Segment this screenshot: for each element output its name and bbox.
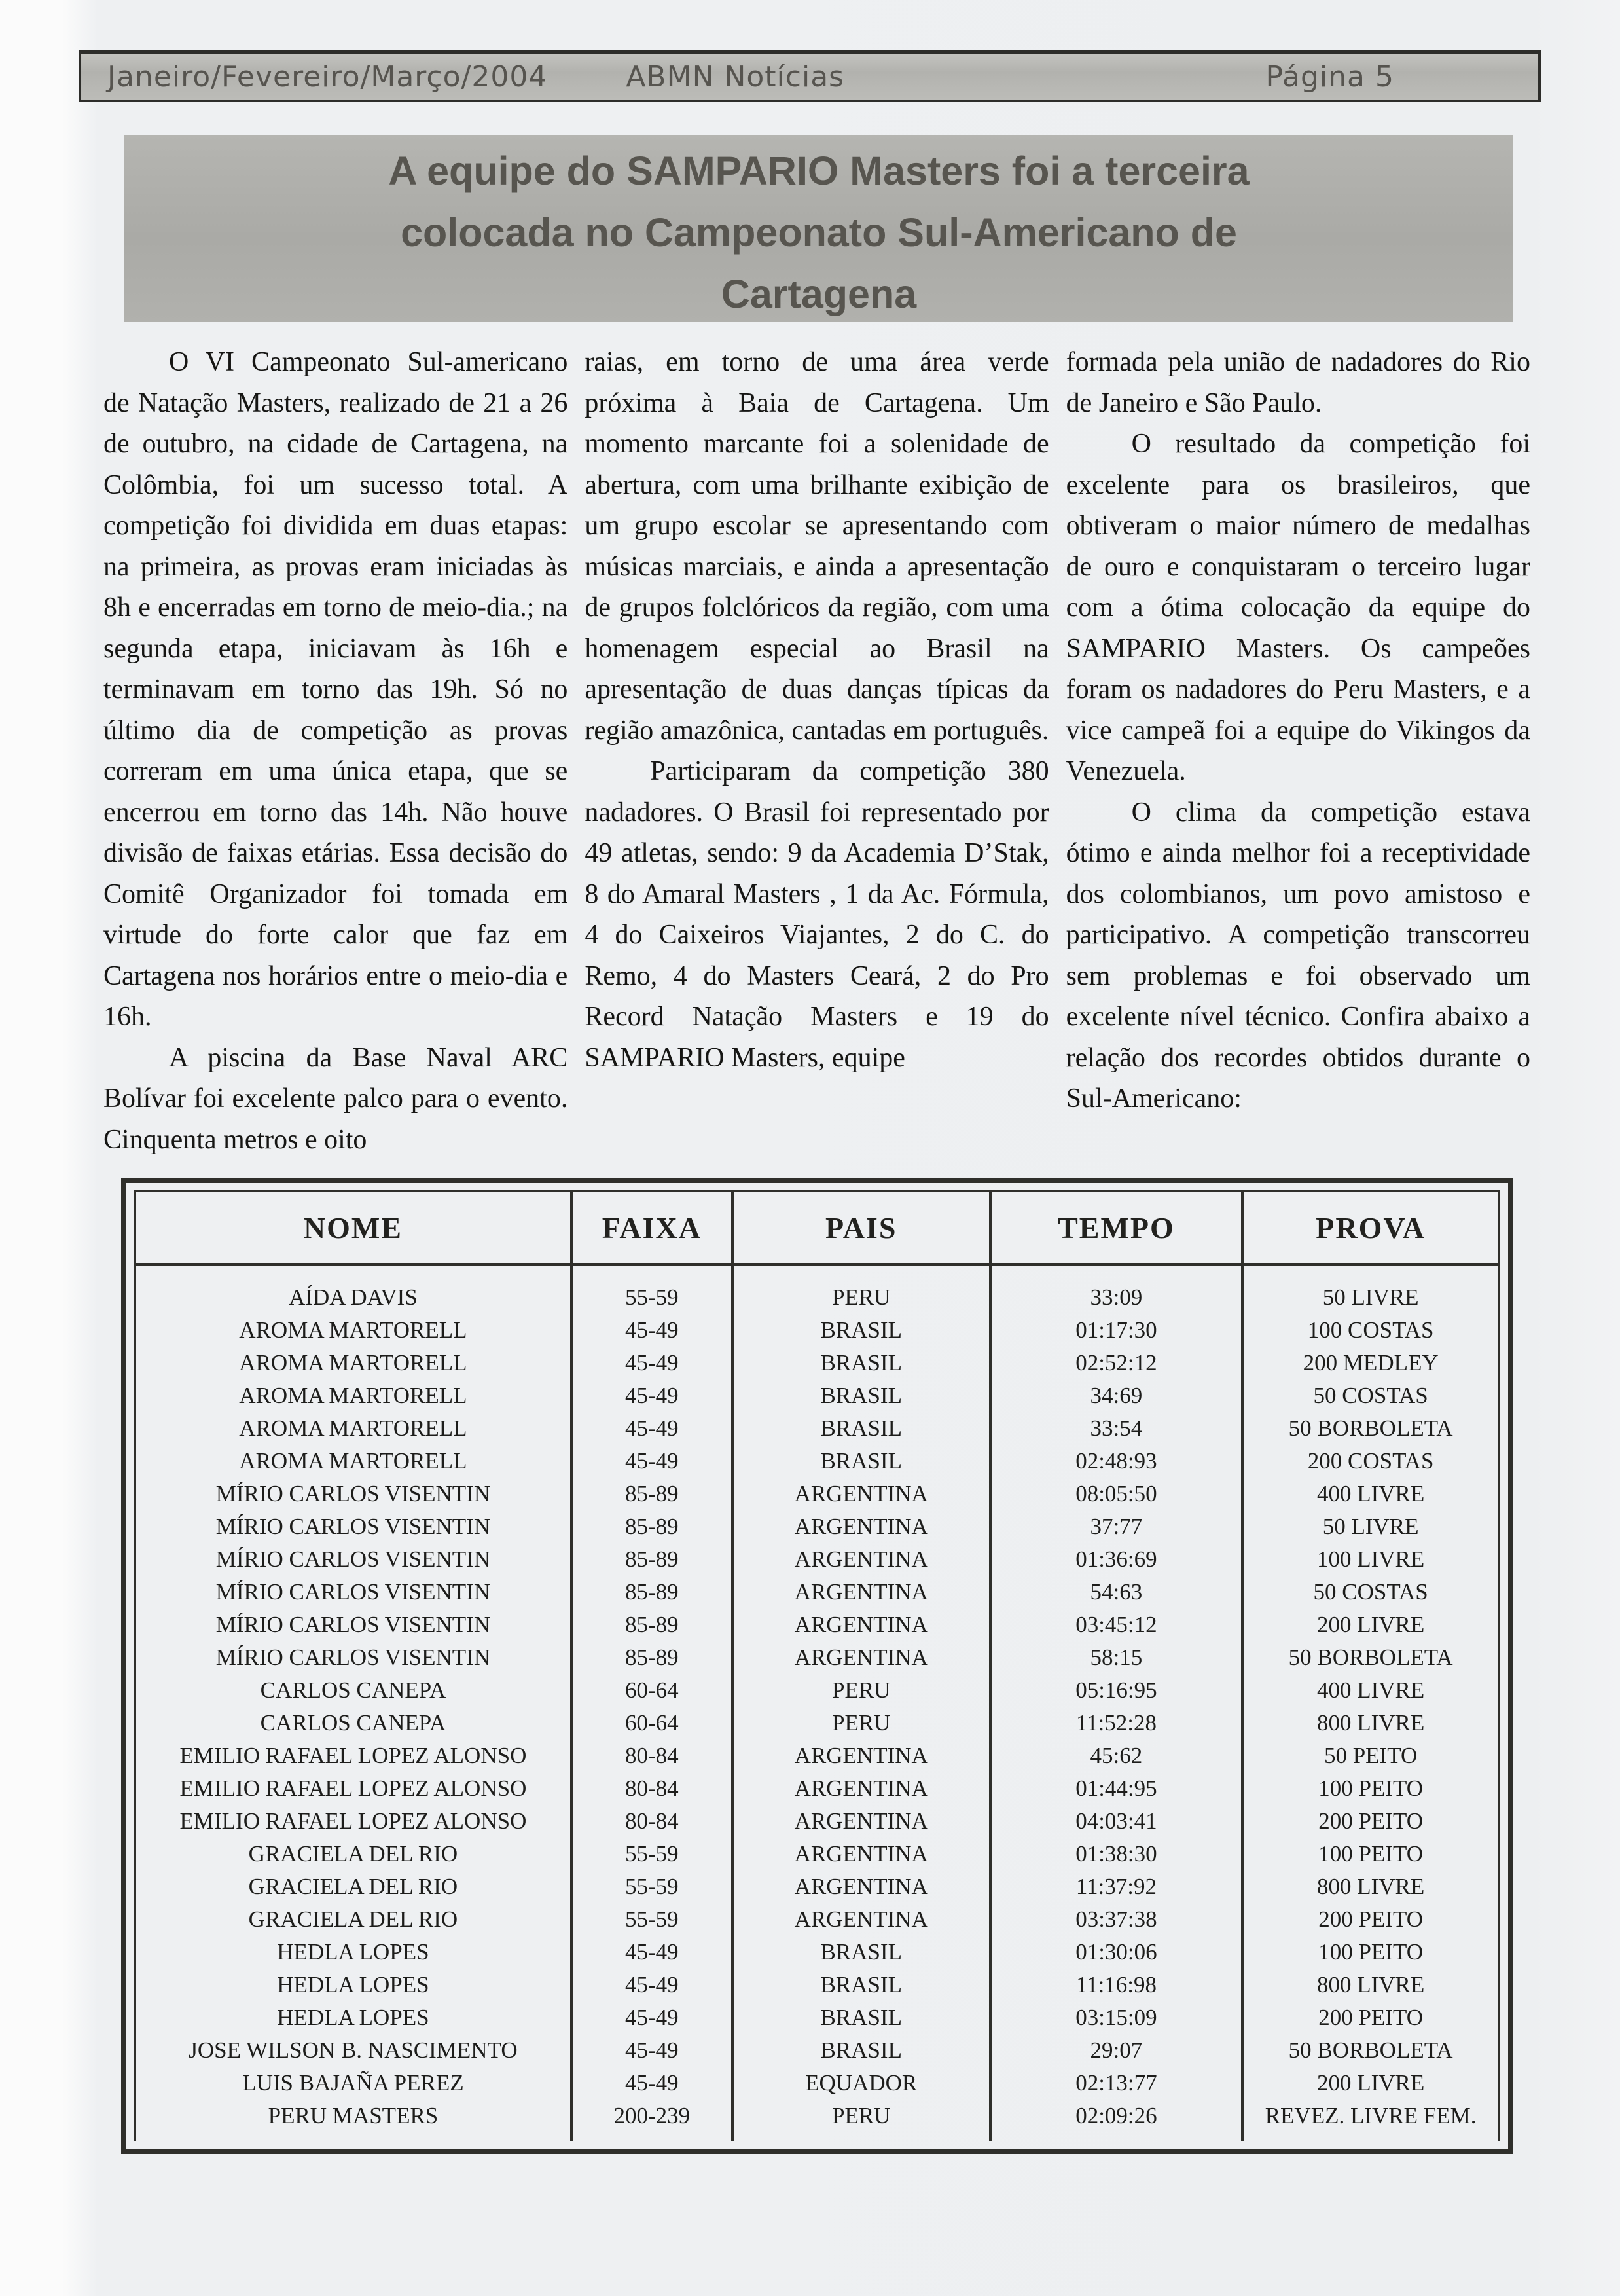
column-header-pais: PAIS [732, 1191, 990, 1264]
table-cell: 02:13:77 [990, 2067, 1243, 2100]
table-cell: 200 PEITO [1242, 1805, 1499, 1838]
table-cell: 58:15 [990, 1641, 1243, 1674]
article-paragraph: O resultado da competição foi excelente para os brasileiros, que obtiveram o maior número de medalhas de ouro e conquistaram o terceiro lugar com a ótima colocação da equipe do SAMPARIO Masters. Os campeões foram os nadadores do Peru Masters, e a vice campeã foi a equipe do Vikingos da Venezuela. [1066, 429, 1530, 786]
newsletter-name: ABMN Notícias [626, 60, 845, 94]
table-cell: 100 LIVRE [1242, 1543, 1499, 1576]
table-row [135, 1445, 1499, 1478]
table-cell: 400 LIVRE [1242, 1674, 1499, 1707]
article-paragraph: A piscina da Base Naval ARC Bolívar foi excelente palco para o evento. Cinquenta metros e oito [103, 1042, 568, 1155]
table-cell: 200 PEITO [1242, 2001, 1499, 2034]
table-cell: ARGENTINA [732, 1838, 990, 1870]
table-cell: 03:37:38 [990, 1903, 1243, 1936]
records-table [134, 1190, 1500, 2141]
article-paragraph: O VI Campeonato Sul-americano de Natação Masters, realizado de 21 a 26 de outubro, na cidade de Cartagena, na Colômbia, foi um sucesso total. A competição foi dividida em duas etapas: na primeira, as provas eram iniciadas às 8h e encerradas em torno de meio-dia.; na segunda etapa, iniciavam às 16h e terminavam em torno das 19h. Só no último dia de competição as provas correram em uma única etapa, que se encerrou em torno das 14h. Não houve divisão de faixas etárias. Essa decisão do Comitê Organizador foi tomada em virtude do forte calor que faz em Cartagena nos horários entre o meio-dia e 16h. [103, 347, 568, 1032]
table-cell: ARGENTINA [732, 1805, 990, 1838]
records-table-frame [121, 1178, 1513, 2154]
table-cell: BRASIL [732, 1412, 990, 1445]
column-header-tempo: TEMPO [990, 1191, 1243, 1264]
table-cell: AROMA MARTORELL [135, 1412, 571, 1445]
table-cell: 50 BORBOLETA [1242, 1641, 1499, 1674]
table-cell: ARGENTINA [732, 1478, 990, 1510]
table-cell: MÍRIO CARLOS VISENTIN [135, 1576, 571, 1609]
table-cell: AROMA MARTORELL [135, 1379, 571, 1412]
table-cell: CARLOS CANEPA [135, 1674, 571, 1707]
table-cell: CARLOS CANEPA [135, 1707, 571, 1740]
table-cell: BRASIL [732, 1936, 990, 1969]
table-cell: 55-59 [571, 1903, 732, 1936]
table-cell: BRASIL [732, 2001, 990, 2034]
table-cell: 34:69 [990, 1379, 1243, 1412]
article-column-3 [1066, 342, 1530, 1175]
table-row [135, 1576, 1499, 1609]
table-row [135, 1314, 1499, 1347]
table-cell: 50 PEITO [1242, 1740, 1499, 1772]
table-row [135, 1740, 1499, 1772]
table-cell: 800 LIVRE [1242, 1870, 1499, 1903]
table-cell: PERU [732, 2100, 990, 2141]
records-table-body [135, 1264, 1499, 2141]
table-cell: 85-89 [571, 1641, 732, 1674]
table-cell: JOSE WILSON B. NASCIMENTO [135, 2034, 571, 2067]
article-column-2 [585, 342, 1049, 1175]
column-header-prova: PROVA [1242, 1191, 1499, 1264]
table-cell: 85-89 [571, 1576, 732, 1609]
table-cell: 03:15:09 [990, 2001, 1243, 2034]
table-cell: 400 LIVRE [1242, 1478, 1499, 1510]
table-cell: PERU [732, 1264, 990, 1314]
table-cell: 33:09 [990, 1264, 1243, 1314]
table-row [135, 2100, 1499, 2141]
headline-line-2: colocada no Campeonato Sul-Americano de [401, 210, 1237, 255]
table-cell: ARGENTINA [732, 1576, 990, 1609]
page-number: Página 5 [1265, 60, 1394, 94]
table-row [135, 1936, 1499, 1969]
table-row [135, 2067, 1499, 2100]
table-cell: 03:45:12 [990, 1609, 1243, 1641]
table-cell: 05:16:95 [990, 1674, 1243, 1707]
table-cell: 45-49 [571, 2034, 732, 2067]
table-cell: ARGENTINA [732, 1903, 990, 1936]
table-cell: 800 LIVRE [1242, 1969, 1499, 2001]
table-cell: 11:16:98 [990, 1969, 1243, 2001]
table-cell: MÍRIO CARLOS VISENTIN [135, 1478, 571, 1510]
table-cell: 50 BORBOLETA [1242, 2034, 1499, 2067]
issue-date: Janeiro/Fevereiro/Março/2004 [107, 60, 548, 94]
table-cell: 45-49 [571, 2067, 732, 2100]
table-cell: 11:52:28 [990, 1707, 1243, 1740]
table-row [135, 1805, 1499, 1838]
table-cell: 55-59 [571, 1264, 732, 1314]
table-cell: EMILIO RAFAEL LOPEZ ALONSO [135, 1805, 571, 1838]
table-cell: 01:17:30 [990, 1314, 1243, 1347]
table-cell: 37:77 [990, 1510, 1243, 1543]
table-cell: 01:38:30 [990, 1838, 1243, 1870]
table-cell: AROMA MARTORELL [135, 1347, 571, 1379]
table-cell: HEDLA LOPES [135, 2001, 571, 2034]
table-row [135, 1379, 1499, 1412]
table-cell: BRASIL [732, 1969, 990, 2001]
table-cell: 50 LIVRE [1242, 1264, 1499, 1314]
table-cell: MÍRIO CARLOS VISENTIN [135, 1641, 571, 1674]
table-cell: 200 COSTAS [1242, 1445, 1499, 1478]
article-paragraph: Participaram da competição 380 nadadores. O Brasil foi representado por 49 atletas, sendo: 9 da Academia D’Stak, 8 do Amaral Masters , 1 da Ac. Fórmula, 4 do Caixeiros Viajantes, 2 do C. do Remo, 4 do Masters Ceará, 2 do Pro Record Natação Masters e 19 do SAMPARIO Masters, equipe [585, 756, 1049, 1073]
table-cell: ARGENTINA [732, 1772, 990, 1805]
table-cell: 80-84 [571, 1740, 732, 1772]
table-row [135, 1903, 1499, 1936]
table-cell: PERU [732, 1707, 990, 1740]
table-cell: 55-59 [571, 1870, 732, 1903]
table-cell: 54:63 [990, 1576, 1243, 1609]
table-cell: 85-89 [571, 1609, 732, 1641]
table-cell: BRASIL [732, 1314, 990, 1347]
table-cell: 45-49 [571, 1412, 732, 1445]
table-row [135, 1543, 1499, 1576]
table-cell: ARGENTINA [732, 1609, 990, 1641]
table-cell: 50 COSTAS [1242, 1576, 1499, 1609]
table-cell: LUIS BAJAÑA PEREZ [135, 2067, 571, 2100]
article-body [103, 342, 1530, 1175]
table-cell: BRASIL [732, 1445, 990, 1478]
table-cell: 45:62 [990, 1740, 1243, 1772]
article-paragraph: O clima da competição estava ótimo e ainda melhor foi a receptividade dos colombianos, um povo amistoso e participativo. A competição transcorreu sem problemas e foi observado um excelente nível técnico. Confira abaixo a relação dos recordes obtidos durante o Sul-Americano: [1066, 797, 1530, 1114]
table-cell: GRACIELA DEL RIO [135, 1838, 571, 1870]
table-cell: 02:52:12 [990, 1347, 1243, 1379]
headline-banner [124, 135, 1513, 322]
table-row [135, 1969, 1499, 2001]
table-cell: 100 PEITO [1242, 1838, 1499, 1870]
table-row [135, 1609, 1499, 1641]
table-row [135, 1510, 1499, 1543]
table-cell: 100 PEITO [1242, 1772, 1499, 1805]
table-cell: 04:03:41 [990, 1805, 1243, 1838]
table-cell: 200 LIVRE [1242, 1609, 1499, 1641]
table-cell: PERU [732, 1674, 990, 1707]
table-cell: 85-89 [571, 1478, 732, 1510]
table-cell: AÍDA DAVIS [135, 1264, 571, 1314]
table-cell: 02:48:93 [990, 1445, 1243, 1478]
table-cell: 01:36:69 [990, 1543, 1243, 1576]
table-cell: 02:09:26 [990, 2100, 1243, 2141]
table-cell: 85-89 [571, 1510, 732, 1543]
table-row [135, 2001, 1499, 2034]
table-row [135, 1838, 1499, 1870]
table-cell: 45-49 [571, 1314, 732, 1347]
table-cell: 200-239 [571, 2100, 732, 2141]
table-row [135, 1641, 1499, 1674]
table-cell: ARGENTINA [732, 1740, 990, 1772]
headline-line-1: A equipe do SAMPARIO Masters foi a terceira [388, 149, 1250, 193]
table-cell: ARGENTINA [732, 1510, 990, 1543]
table-cell: 800 LIVRE [1242, 1707, 1499, 1740]
records-table-header-row [135, 1191, 1499, 1264]
table-cell: ARGENTINA [732, 1641, 990, 1674]
table-cell: 45-49 [571, 1445, 732, 1478]
table-cell: 01:30:06 [990, 1936, 1243, 1969]
table-cell: GRACIELA DEL RIO [135, 1870, 571, 1903]
headline-line-3: Cartagena [721, 272, 917, 316]
table-cell: 01:44:95 [990, 1772, 1243, 1805]
table-cell: 50 LIVRE [1242, 1510, 1499, 1543]
table-cell: 45-49 [571, 1379, 732, 1412]
table-cell: 200 MEDLEY [1242, 1347, 1499, 1379]
table-cell: 60-64 [571, 1674, 732, 1707]
article-paragraph: raias, em torno de uma área verde próxima à Baia de Cartagena. Um momento marcante foi a solenidade de abertura, com uma brilhante exibição de um grupo escolar se apresentando com músicas marciais, e ainda a apresentação de grupos folclóricos da região, com uma homenagem especial ao Brasil na apresentação de duas danças típicas da região amazônica, cantadas em português. [585, 347, 1049, 746]
table-cell: MÍRIO CARLOS VISENTIN [135, 1543, 571, 1576]
article-paragraph: formada pela união de nadadores do Rio de Janeiro e São Paulo. [1066, 347, 1530, 418]
table-cell: ARGENTINA [732, 1870, 990, 1903]
table-cell: MÍRIO CARLOS VISENTIN [135, 1510, 571, 1543]
article-column-1 [103, 342, 567, 1175]
table-cell: 60-64 [571, 1707, 732, 1740]
table-row [135, 1347, 1499, 1379]
table-cell: EMILIO RAFAEL LOPEZ ALONSO [135, 1740, 571, 1772]
table-row [135, 1412, 1499, 1445]
table-row [135, 1772, 1499, 1805]
column-header-faixa: FAIXA [571, 1191, 732, 1264]
column-header-nome: NOME [135, 1191, 571, 1264]
table-cell: MÍRIO CARLOS VISENTIN [135, 1609, 571, 1641]
table-cell: BRASIL [732, 1379, 990, 1412]
table-cell: EQUADOR [732, 2067, 990, 2100]
table-cell: 55-59 [571, 1838, 732, 1870]
table-cell: BRASIL [732, 2034, 990, 2067]
table-cell: 45-49 [571, 1969, 732, 2001]
table-cell: 100 PEITO [1242, 1936, 1499, 1969]
table-cell: 50 COSTAS [1242, 1379, 1499, 1412]
table-cell: 80-84 [571, 1805, 732, 1838]
table-cell: 11:37:92 [990, 1870, 1243, 1903]
table-cell: AROMA MARTORELL [135, 1445, 571, 1478]
table-cell: BRASIL [732, 1347, 990, 1379]
table-row [135, 1478, 1499, 1510]
table-cell: 100 COSTAS [1242, 1314, 1499, 1347]
table-cell: 200 PEITO [1242, 1903, 1499, 1936]
table-cell: 33:54 [990, 1412, 1243, 1445]
table-cell: EMILIO RAFAEL LOPEZ ALONSO [135, 1772, 571, 1805]
table-cell: 200 LIVRE [1242, 2067, 1499, 2100]
table-cell: HEDLA LOPES [135, 1969, 571, 2001]
table-cell: ARGENTINA [732, 1543, 990, 1576]
table-cell: 50 BORBOLETA [1242, 1412, 1499, 1445]
table-cell: GRACIELA DEL RIO [135, 1903, 571, 1936]
table-cell: 29:07 [990, 2034, 1243, 2067]
table-row [135, 2034, 1499, 2067]
table-cell: REVEZ. LIVRE FEM. [1242, 2100, 1499, 2141]
table-cell: PERU MASTERS [135, 2100, 571, 2141]
table-cell: 08:05:50 [990, 1478, 1243, 1510]
table-row [135, 1870, 1499, 1903]
newsletter-header-bar [79, 50, 1541, 102]
table-cell: 85-89 [571, 1543, 732, 1576]
table-cell: 45-49 [571, 1347, 732, 1379]
table-cell: 45-49 [571, 1936, 732, 1969]
table-cell: 45-49 [571, 2001, 732, 2034]
table-row [135, 1707, 1499, 1740]
table-cell: HEDLA LOPES [135, 1936, 571, 1969]
table-row [135, 1674, 1499, 1707]
table-cell: 80-84 [571, 1772, 732, 1805]
table-row [135, 1264, 1499, 1314]
table-cell: AROMA MARTORELL [135, 1314, 571, 1347]
